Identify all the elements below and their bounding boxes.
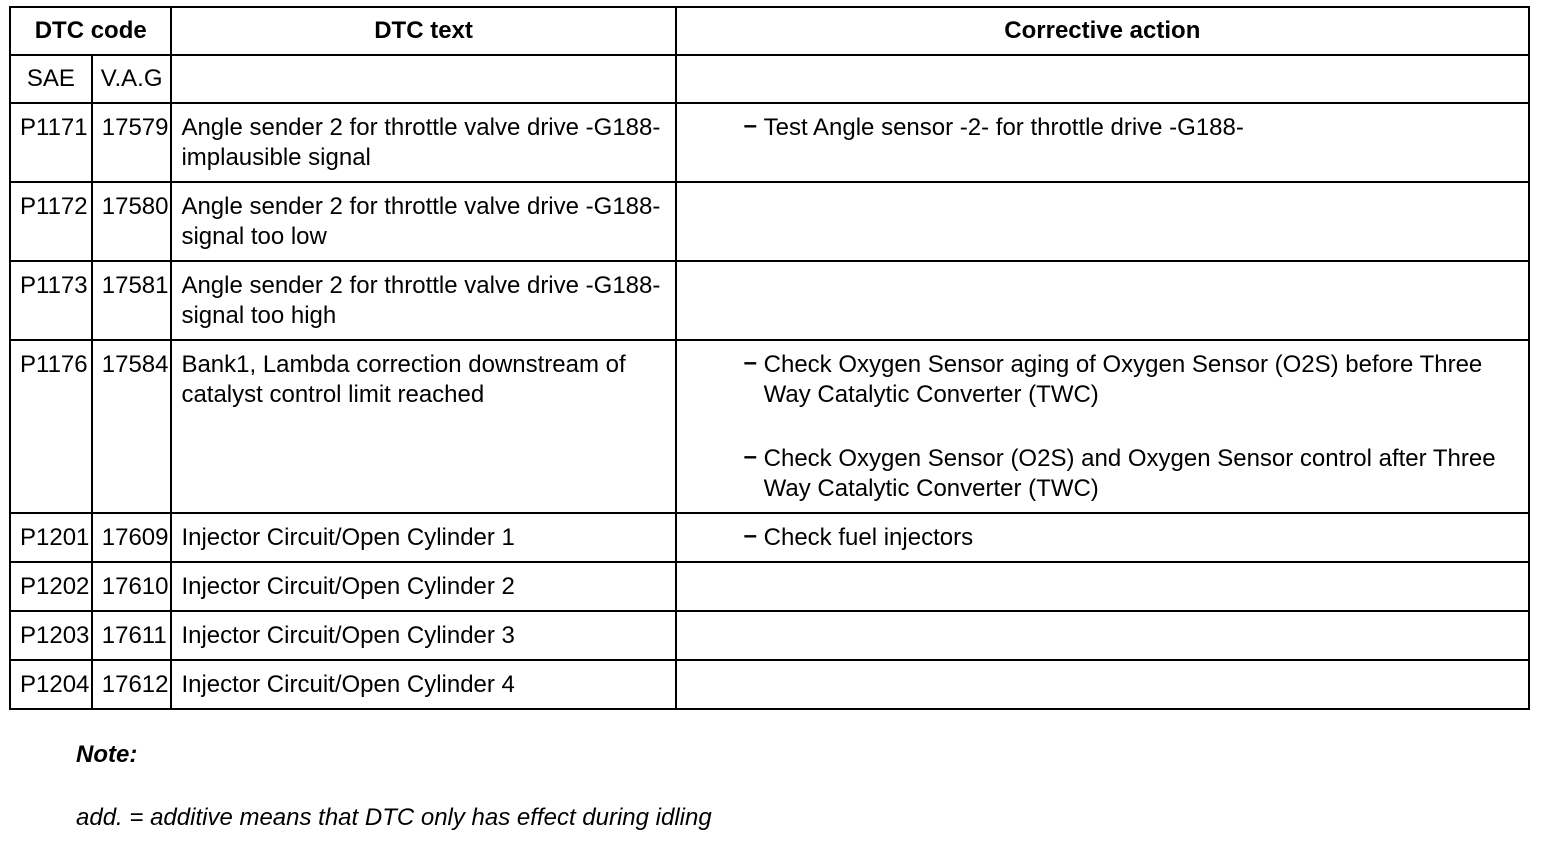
action-item xyxy=(744,113,1520,143)
note-text: add. = additive means that DTC only has effect during idling xyxy=(76,804,712,831)
dtc-table xyxy=(9,6,1530,710)
table-row xyxy=(10,660,1529,709)
cell-corrective-action xyxy=(676,340,1529,513)
action-text: Check fuel injectors xyxy=(763,524,974,551)
table-row xyxy=(10,562,1529,611)
cell-vag-code: 17610 xyxy=(92,562,172,611)
table-row xyxy=(10,103,1529,182)
dash-bullet-icon: – xyxy=(743,443,758,470)
cell-sae-code: P1203 xyxy=(10,611,92,660)
cell-corrective-action xyxy=(676,660,1529,709)
cell-dtc-text: Bank1, Lambda correction downstream of catalyst control limit reached xyxy=(171,340,675,513)
action-text: Test Angle sensor -2- for throttle drive -G188- xyxy=(763,114,1244,141)
cell-sae-code: P1201 xyxy=(10,513,92,562)
cell-vag-code: 17609 xyxy=(92,513,172,562)
dtc-table-body xyxy=(10,103,1529,709)
cell-sae-code: P1173 xyxy=(10,261,92,340)
action-list xyxy=(686,113,1520,143)
cell-sae-code: P1172 xyxy=(10,182,92,261)
table-row xyxy=(10,182,1529,261)
cell-dtc-text: Angle sender 2 for throttle valve drive -G188- signal too low xyxy=(171,182,675,261)
subheader-action-empty xyxy=(676,55,1529,103)
cell-sae-code: P1171 xyxy=(10,103,92,182)
subheader-row xyxy=(10,55,1529,103)
cell-sae-code: P1202 xyxy=(10,562,92,611)
header-row xyxy=(10,7,1529,55)
dash-bullet-icon: – xyxy=(743,522,758,549)
header-corrective-action: Corrective action xyxy=(676,7,1529,55)
action-text: Check Oxygen Sensor aging of Oxygen Sensor (O2S) before Three Way Catalytic Converter (TWC) xyxy=(763,351,1483,408)
note-title: Note: xyxy=(76,741,138,768)
cell-vag-code: 17612 xyxy=(92,660,172,709)
cell-dtc-text: Angle sender 2 for throttle valve drive -G188- implausible signal xyxy=(171,103,675,182)
cell-dtc-text: Injector Circuit/Open Cylinder 2 xyxy=(171,562,675,611)
action-item xyxy=(744,350,1520,410)
cell-dtc-text: Injector Circuit/Open Cylinder 1 xyxy=(171,513,675,562)
cell-vag-code: 17584 xyxy=(92,340,172,513)
action-item xyxy=(744,444,1520,504)
cell-corrective-action xyxy=(676,261,1529,340)
table-row xyxy=(10,513,1529,562)
action-list xyxy=(686,523,1520,553)
cell-sae-code: P1176 xyxy=(10,340,92,513)
cell-corrective-action xyxy=(676,513,1529,562)
cell-sae-code: P1204 xyxy=(10,660,92,709)
dash-bullet-icon: – xyxy=(743,112,758,139)
cell-vag-code: 17581 xyxy=(92,261,172,340)
cell-corrective-action xyxy=(676,182,1529,261)
header-dtc-text: DTC text xyxy=(171,7,675,55)
subheader-sae: SAE xyxy=(10,55,92,103)
subheader-vag: V.A.G xyxy=(92,55,172,103)
action-text: Check Oxygen Sensor (O2S) and Oxygen Sensor control after Three Way Catalytic Converter (TWC) xyxy=(763,445,1496,502)
table-row xyxy=(10,340,1529,513)
cell-vag-code: 17611 xyxy=(92,611,172,660)
cell-dtc-text: Injector Circuit/Open Cylinder 3 xyxy=(171,611,675,660)
cell-dtc-text: Angle sender 2 for throttle valve drive -G188- signal too high xyxy=(171,261,675,340)
cell-corrective-action xyxy=(676,611,1529,660)
subheader-text-empty xyxy=(171,55,675,103)
cell-dtc-text: Injector Circuit/Open Cylinder 4 xyxy=(171,660,675,709)
table-row xyxy=(10,611,1529,660)
cell-corrective-action xyxy=(676,103,1529,182)
cell-corrective-action xyxy=(676,562,1529,611)
dash-bullet-icon: – xyxy=(743,349,758,376)
cell-vag-code: 17579 xyxy=(92,103,172,182)
header-dtc-code: DTC code xyxy=(10,7,171,55)
action-item xyxy=(744,523,1520,553)
cell-vag-code: 17580 xyxy=(92,182,172,261)
action-list xyxy=(686,350,1520,504)
table-row xyxy=(10,261,1529,340)
